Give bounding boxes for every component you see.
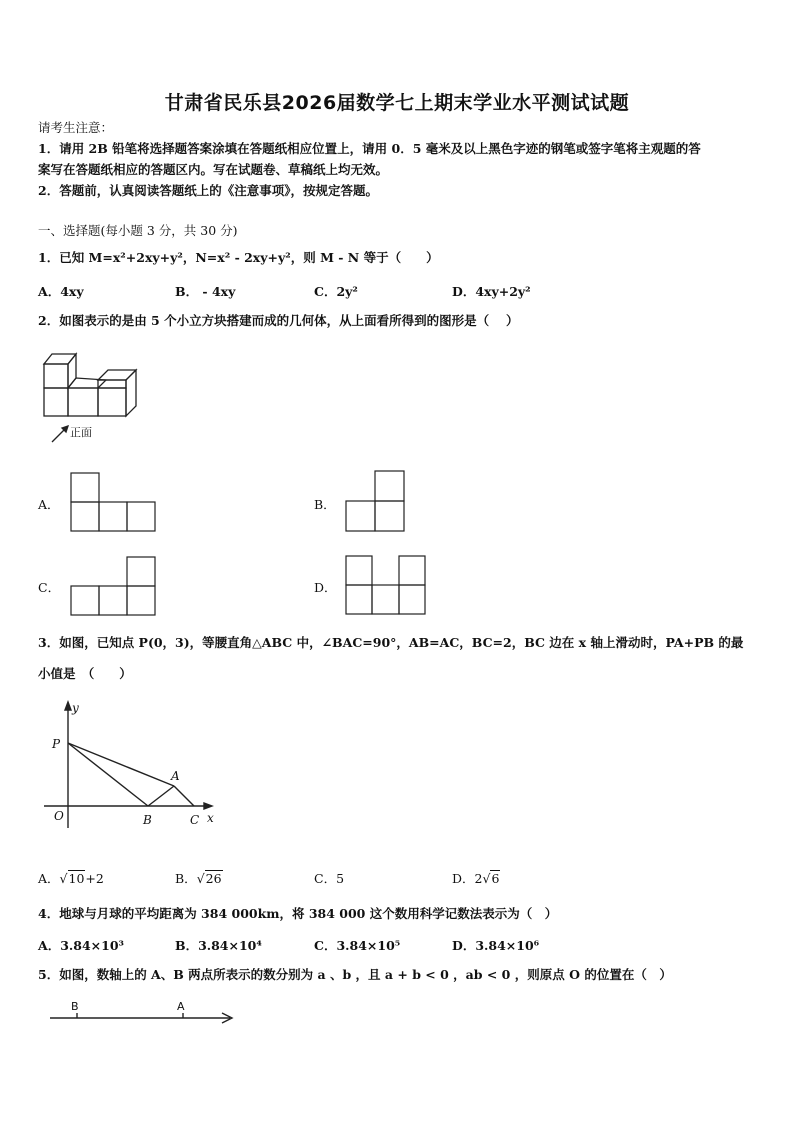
notice-item-1-line-2: 案写在答题纸相应的答题区内。写在试题卷、草稿纸上均无效。 [38, 162, 389, 177]
point-a-label: A [171, 769, 180, 783]
q4-option-c[interactable]: C．3.84×10⁵ [314, 938, 401, 953]
q4-stem: 4．地球与月球的平均距离为 384 000km，将 384 000 这个数用科学记数法表示为（ ） [38, 906, 558, 921]
axis-x-label: x [207, 811, 214, 825]
q2-option-d-label[interactable]: D． [314, 580, 337, 595]
q1-option-a[interactable]: A．4xy [38, 284, 84, 299]
q3-option-b-radicand: 26 [205, 871, 222, 886]
q3-stem-line-2: 小值是 （ ） [38, 666, 132, 681]
q2-option-a-label[interactable]: A． [38, 497, 60, 512]
q2-option-b-label[interactable]: B． [314, 497, 336, 512]
q3-option-b-prefix: B． [175, 871, 197, 886]
q3-option-a-prefix: A． [38, 871, 60, 886]
front-label: 正面 [70, 426, 92, 439]
q1-option-b[interactable]: B． - 4xy [175, 284, 236, 299]
point-a-label: A [177, 1000, 185, 1013]
point-b-label: B [143, 813, 152, 827]
q2-option-c-figure[interactable] [70, 556, 160, 618]
q2-option-d-figure[interactable] [345, 555, 429, 617]
q2-option-b-figure[interactable] [345, 470, 411, 534]
q4-option-d[interactable]: D．3.84×10⁶ [452, 938, 540, 953]
axis-y-label: y [72, 701, 79, 715]
q1-stem: 1．已知 M=x²+2xy+y²，N=x² - 2xy+y²，则 M - N 等于（ ） [38, 250, 439, 265]
q3-option-b[interactable] [175, 869, 223, 887]
section-heading: 一、选择题(每小题 3 分，共 30 分) [38, 223, 238, 238]
q3-stem-line-1: 3．如图，已知点 P(0，3)，等腰直角△ABC 中，∠BAC=90°，AB=AC，BC=2，BC 边在 x 轴上滑动时，PA+PB 的最 [38, 635, 744, 650]
point-b-label: B [71, 1000, 79, 1013]
q2-solid-figure [38, 350, 158, 450]
origin-label: O [54, 809, 64, 823]
page-title: 甘肃省民乐县2026届数学七上期末学业水平测试试题 [164, 92, 630, 114]
q3-option-a[interactable] [38, 869, 104, 887]
q1-option-d[interactable]: D．4xy+2y² [452, 284, 531, 299]
q5-stem: 5．如图，数轴上的 A、B 两点所表示的数分别为 a 、b ，且 a + b < 0 ，ab < 0 ，则原点 O 的位置在（ ） [38, 967, 672, 982]
notice-item-1-line-1: 1．请用 2B 铅笔将选择题答案涂填在答题纸相应位置上，请用 0．5 毫米及以上黑色字迹的钢笔或签字笔将主观题的答 [38, 141, 701, 156]
notice-item-2: 2．答题前，认真阅读答题纸上的《注意事项》，按规定答题。 [38, 183, 378, 198]
q3-option-d-radicand: 6 [491, 871, 500, 886]
point-p-label: P [52, 737, 61, 751]
q1-option-c[interactable]: C．2y² [314, 284, 358, 299]
q2-option-c-label[interactable]: C． [38, 580, 61, 595]
q3-option-c[interactable]: C．5 [314, 871, 345, 886]
point-c-label: C [190, 813, 200, 827]
q3-option-d-prefix: D．2 [452, 871, 483, 886]
q3-coordinate-figure [40, 700, 230, 835]
q2-stem: 2．如图表示的是由 5 个小立方块搭建而成的几何体，从上面看所得到的图形是（ ） [38, 313, 519, 328]
q4-option-b[interactable]: B．3.84×10⁴ [175, 938, 262, 953]
q4-option-a[interactable]: A．3.84×10³ [38, 938, 124, 953]
notice-heading: 请考生注意： [38, 120, 114, 135]
sqrt-icon: √ [482, 871, 491, 886]
sqrt-icon: √ [59, 871, 68, 886]
q3-option-d[interactable] [452, 869, 500, 887]
q3-option-a-suffix: +2 [85, 871, 104, 886]
q5-number-line [44, 996, 240, 1028]
q3-option-a-radicand: 10 [68, 871, 85, 886]
sqrt-icon: √ [196, 871, 205, 886]
q2-option-a-figure[interactable] [70, 472, 160, 534]
